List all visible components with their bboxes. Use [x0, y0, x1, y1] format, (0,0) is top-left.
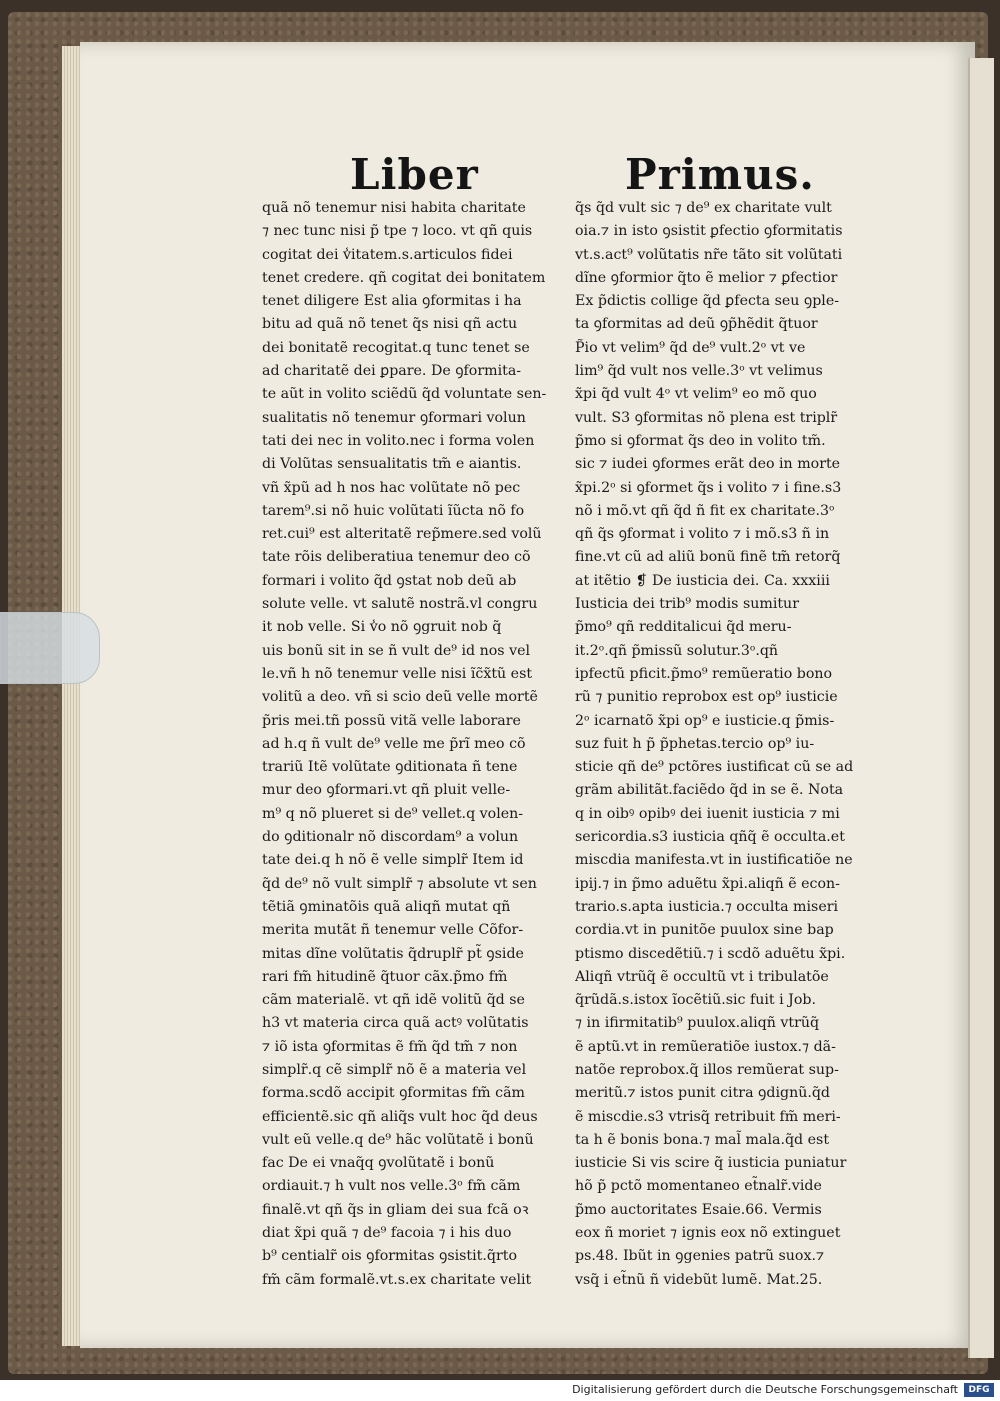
text-line: tẽtiã ꝯminatõis quã aliqñ mutat qñ — [262, 898, 511, 915]
text-line: m⁹ q nõ plueret si de⁹ vellet.q volen‑ — [262, 805, 524, 822]
text-line: tate dei.q h nõ ẽ velle simplr̃ Item id — [262, 852, 524, 869]
text-line: qñ q̃s ꝯformat i volito ⁊ i mõ.s3 ñ in — [575, 526, 830, 543]
text-line: tate rõis deliberatiua tenemur deo cõ — [262, 549, 531, 566]
text-line: lim⁹ q̃d vult nos velle.3ᵒ vt velimus — [575, 363, 823, 380]
text-line: cogitat dei v̾itatem.s.articulos fidei — [262, 246, 513, 263]
left-text-column — [262, 197, 580, 1292]
text-line: hõ p̃ pctõ momentaneo et̃nalr̃.vide — [575, 1178, 822, 1195]
text-line: p̃mo⁹ qñ redditalicui q̃d meru‑ — [575, 619, 792, 636]
text-line: grãm abilitãt.faciẽdo q̃d in se ẽ. Nota — [575, 782, 844, 799]
text-line: ad charitatẽ dei ꝑpare. De ꝯformita‑ — [262, 363, 522, 380]
text-line: tenet diligere Est alia ꝯformitas i ha — [262, 293, 522, 310]
text-line: ta h ẽ bonis bona.⁊ mal̃ mala.q̃d est — [575, 1131, 830, 1148]
text-line: volitũ a deo. vñ si scio deũ velle mortẽ — [262, 689, 538, 706]
text-line: p̃mo si ꝯformat q̃s deo in volito tm̃. — [575, 432, 826, 449]
text-line: ordiauit.⁊ h vult nos velle.3ᵒ fm̃ cãm — [262, 1178, 521, 1195]
text-line: di Volũtas sensualitatis tm̃ e aiantis. — [262, 456, 522, 473]
text-line: efficientẽ.sic qñ aliq̃s vult hoc q̃d deus — [262, 1108, 538, 1125]
text-line: q in oibꝰ opibꝰ dei iuenit iusticia ⁊ mi — [575, 805, 840, 822]
text-line: sualitatis nõ tenemur ꝯformari volun — [262, 409, 526, 426]
dfg-logo: DFG — [964, 1383, 994, 1397]
text-line: cãm materialẽ. vt qñ idẽ volitũ q̃d se — [262, 992, 525, 1009]
footer-bar — [0, 1380, 1000, 1401]
text-line: ⁊ iõ ista ꝯformitas ẽ fm̃ q̃d tm̃ ⁊ non — [262, 1038, 518, 1055]
text-line: uis bonũ sit in se ñ vult de⁹ id nos vel — [262, 642, 531, 659]
text-line: sticie qñ de⁹ pctõres iustificat cũ se ad — [575, 759, 854, 776]
text-line: x̃pi.2ᵒ si ꝯformet q̃s i volito ⁊ i fine.s3 — [575, 479, 842, 496]
text-line: ret.cui⁹ est alteritatẽ rep̃mere.sed volũ — [262, 526, 542, 543]
text-line: le.vñ h nõ tenemur velle nisi ĩc̃x̃tũ est — [262, 665, 533, 682]
heading-left-word: Liber — [350, 150, 479, 199]
text-line: rũ ⁊ punitio reprobox est op⁹ iusticie — [575, 689, 838, 706]
text-line: oia.⁊ in isto ꝯsistit ꝑfectio ꝯformitatis — [575, 223, 843, 240]
text-line: ẽ aptũ.vt in remũeratiõe iustox.⁊ dã‑ — [575, 1038, 836, 1055]
text-line: q̃rũdã.s.istox ĩocẽtiũ.sic fuit i Job. — [575, 992, 817, 1009]
text-line: at itẽtio ❡ De iusticia dei. Ca. xxxiii — [575, 572, 830, 589]
text-line: diat x̃pi quã ⁊ de⁹ facoia ⁊ i his duo — [262, 1225, 512, 1242]
text-line: tenet credere. qñ cogitat dei bonitatem — [262, 269, 546, 286]
text-line: q̃d de⁹ nõ vult simplr̃ ⁊ absolute vt sen — [262, 875, 537, 892]
funding-credit: Digitalisierung gefördert durch die Deutsche Forschungsgemeinschaft — [572, 1383, 958, 1396]
text-line: rari fm̃ hitudinẽ q̃tuor cãx.p̃mo fm̃ — [262, 968, 508, 985]
text-line: P̃io vt velim⁹ q̃d de⁹ vult.2ᵒ vt ve — [575, 339, 806, 356]
text-line: q̃s q̃d vult sic ⁊ de⁹ ex charitate vult — [575, 200, 832, 216]
text-line: Aliqñ vtrũq̃ ẽ occultũ vt i tribulatõe — [575, 968, 829, 985]
text-line: ad h.q ñ vult de⁹ velle me p̃rĩ meo cõ — [262, 735, 526, 752]
text-line: vsq̃ i et̃nũ ñ videbũt lumẽ. Mat.25. — [575, 1271, 823, 1288]
text-line: vt.s.act⁹ volũtatis nr̃e tãto sit volũtati — [575, 246, 843, 263]
text-line: eox ñ moriet ⁊ ignis eox nõ extinguet — [575, 1225, 841, 1242]
text-line: ipij.⁊ in p̃mo aduẽtu x̃pi.aliqñ ẽ econ‑ — [575, 875, 840, 892]
text-line: miscdia manifesta.vt in iustificatiõe ne — [575, 852, 853, 869]
text-line: vñ x̃pũ ad h nos hac volũtate nõ pec — [262, 479, 521, 496]
text-line: ẽ miscdie.s3 vtrisq̃ retribuit fm̃ meri‑ — [575, 1108, 841, 1125]
text-line: mur deo ꝯformari.vt qñ pluit velle‑ — [262, 782, 511, 799]
text-line: forma.scdõ accipit ꝯformitas fm̃ cãm — [262, 1085, 525, 1102]
text-line: dei bonitatẽ recogitat.q tunc tenet se — [262, 339, 530, 356]
text-line: te aũt in volito sciẽdũ q̃d voluntate sen‑ — [262, 386, 547, 403]
text-line: sic ⁊ iudei ꝯformes erãt deo in morte — [575, 456, 841, 473]
text-line: sericordia.s3 iusticia qñq̃ ẽ occulta.et — [575, 829, 845, 846]
text-line: tarem⁹.si nõ huic volũtati ĩũcta nõ fo — [262, 502, 525, 519]
right-text-column — [575, 197, 893, 1292]
text-line: fine.vt cũ ad aliũ bonũ finẽ tm̃ retorq̃ — [575, 549, 841, 566]
text-line: vult. S3 ꝯformitas nõ plena est triplr̃ — [575, 409, 838, 426]
text-line: it.2ᵒ.qñ p̃missũ solutur.3ᵒ.qñ — [575, 642, 779, 659]
text-line: formari i volito q̃d ꝯstat nob deũ ab — [262, 572, 517, 589]
text-line: dĩne ꝯformior q̃to ẽ melior ⁊ ꝑfectior — [575, 269, 838, 286]
text-line: solute velle. vt salutẽ nostrã.vl congru — [262, 596, 538, 613]
text-line: 2ᵒ icarnatõ x̃pi op⁹ e iusticie.q p̃mis‑ — [575, 712, 835, 729]
facing-page-edge — [968, 58, 994, 1358]
text-line: trario.s.apta iusticia.⁊ occulta miseri — [575, 898, 839, 915]
text-line: tati dei nec in volito.nec i forma volen — [262, 432, 535, 449]
heading-right-word: Primus. — [625, 150, 815, 199]
text-line: nõ i mõ.vt qñ q̃d ñ fit ex charitate.3ᵒ — [575, 502, 835, 519]
text-line: do ꝯditionalr nõ discordam⁹ a volun — [262, 829, 519, 846]
text-line: it nob velle. Si v̾o nõ ꝯgruit nob q̃ — [262, 619, 502, 636]
text-line: quã nõ tenemur nisi habita charitate — [262, 200, 526, 216]
text-line: merita mutãt ñ tenemur velle Cõfor‑ — [262, 922, 524, 939]
text-line: cordia.vt in punitõe puulox sine bap — [575, 922, 834, 939]
text-line: ⁊ nec tunc nisi p̃ tpe ⁊ loco. vt qñ quis — [262, 223, 533, 240]
text-line: suz fuit h p̃ p̃phetas.tercio op⁹ iu‑ — [575, 735, 815, 752]
text-line: p̃mo auctoritates Esaie.66. Vermis — [575, 1201, 822, 1218]
text-line: meritũ.⁊ istos punit citra ꝯdignũ.q̃d — [575, 1085, 831, 1102]
text-line: mitas dĩne volũtatis q̃druplr̃ pt̃ ꝯside — [262, 945, 524, 962]
text-line: Iusticia dei trib⁹ modis sumitur — [575, 596, 799, 613]
text-line: x̃pi q̃d vult 4ᵒ vt velim⁹ eo mõ quo — [575, 386, 817, 403]
bookmark-strip — [0, 612, 100, 684]
text-line: iusticie Si vis scire q̃ iusticia puniatur — [575, 1155, 847, 1172]
text-line: ⁊ in ifirmitatib⁹ puulox.aliqñ vtrũq̃ — [575, 1015, 820, 1032]
text-line: p̃ris mei.tñ possũ vitã velle laborare — [262, 712, 521, 729]
text-line: ta ꝯformitas ad deũ ꝯp̃hẽdit q̃tuor — [575, 316, 818, 333]
text-line: trariũ Itẽ volũtate ꝯditionata ñ tene — [262, 759, 518, 776]
text-line: Ex p̃dictis collige q̃d ꝑfecta seu ꝯple‑ — [575, 293, 840, 310]
text-line: fac De ei vnaq̃q ꝯvolũtatẽ i bonũ — [262, 1155, 495, 1172]
text-line: finalẽ.vt qñ q̃s in gliam dei sua fcã oꝛ — [262, 1201, 529, 1218]
text-line: ps.48. Ibũt in ꝯgenies patrũ suox.⁊ — [575, 1248, 825, 1265]
text-line: simplr̃.q cẽ simplr̃ nõ ẽ a materia vel — [262, 1061, 527, 1078]
text-line: fm̃ cãm formalẽ.vt.s.ex charitate velit — [262, 1271, 532, 1288]
text-line: bitu ad quã nõ tenet q̃s nisi qñ actu — [262, 316, 518, 333]
text-line: vult eũ velle.q de⁹ hãc volũtatẽ i bonũ — [262, 1131, 534, 1148]
text-line: natõe reprobox.q̃ illos remũerat sup‑ — [575, 1061, 839, 1078]
text-line: b⁹ centialr̃ ois ꝯformitas ꝯsistit.q̃rto — [262, 1248, 517, 1265]
text-line: h3 vt materia circa quã actꝰ volũtatis — [262, 1015, 529, 1032]
text-line: ptismo discedẽtiũ.⁊ i scdõ aduẽtu x̃pi. — [575, 945, 846, 962]
text-line: ipfectũ pficit.p̃mo⁹ remũeratio bono — [575, 665, 833, 682]
